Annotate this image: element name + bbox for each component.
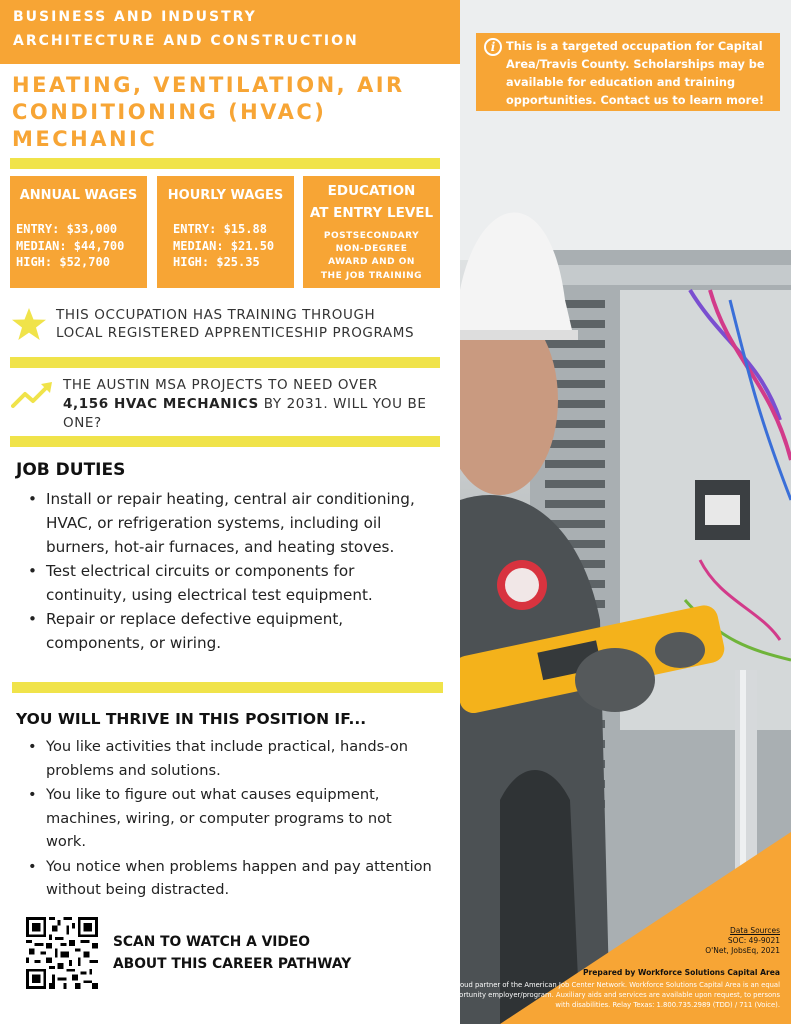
hourly-high: HIGH: $25.35 (173, 255, 260, 269)
data-sources (705, 926, 780, 957)
source-refs: O'Net, JobsEq, 2021 (705, 946, 780, 956)
list-item: • Repair or replace defective equipment, components, or wiring. (26, 607, 436, 655)
projection-highlight: 4,156 HVAC MECHANICS (63, 396, 259, 412)
education-box (303, 176, 440, 288)
list-item: • Test electrical circuits or components for continuity, using electrical test equipment. (26, 559, 436, 607)
annual-entry: ENTRY: $33,000 (16, 222, 118, 236)
qr-caption-line-2: ABOUT THIS CAREER PATHWAY (113, 956, 352, 972)
category-line-2: ARCHITECTURE AND CONSTRUCTION (13, 33, 359, 49)
qr-caption (113, 931, 351, 975)
list-item: • You notice when problems happen and pay attention without being distracted. (26, 855, 436, 902)
divider-bar (10, 357, 440, 368)
header-band (0, 0, 460, 64)
education-heading-2: AT ENTRY LEVEL (309, 205, 434, 221)
footer-corner-shape (460, 0, 791, 1024)
hourly-wages-heading: HOURLY WAGES (167, 188, 284, 203)
projection-line-2: BY 2031. WILL YOU BE (258, 396, 427, 412)
annual-high: HIGH: $52,700 (16, 255, 110, 269)
title-line-3: MECHANIC (12, 127, 158, 151)
title-line-1: HEATING, VENTILATION, AIR (12, 73, 405, 97)
annual-wages-box (10, 176, 147, 288)
star-icon (11, 307, 47, 341)
data-sources-link[interactable]: Data Sources (730, 926, 780, 935)
callout-text: This is a targeted occupation for Capital Area/Travis County. Scholarships may be available for education and training opportunities. Contact us to learn more! (506, 40, 765, 107)
divider-bar (12, 682, 443, 693)
projection-line-1: THE AUSTIN MSA PROJECTS TO NEED OVER (63, 377, 378, 393)
education-line-4: THE JOB TRAINING (320, 270, 423, 281)
annual-wages-heading: ANNUAL WAGES (19, 188, 138, 203)
list-item: • You like activities that include practical, hands-on problems and solutions. (26, 735, 436, 782)
annual-median: MEDIAN: $44,700 (16, 238, 125, 253)
divider-bar (10, 158, 440, 169)
education-line-2: NON-DEGREE (335, 244, 408, 255)
apprenticeship-line-1: THIS OCCUPATION HAS TRAINING THROUGH (56, 307, 376, 323)
thrive-heading: YOU WILL THRIVE IN THIS POSITION IF... (16, 710, 367, 728)
prepared-by: Prepared by Workforce Solutions Capital Area (582, 968, 780, 977)
title-line-2: CONDITIONING (HVAC) (12, 100, 327, 124)
footer-disclaimer: A proud partner of the American Job Center Network. Workforce Solutions Capital Area is an equal opportunity employer/program. Auxiliary aids and services are available upon request, to persons with disabilities. Relay Texas: 1.800.735.2989 (TDD) / 711 (Voice). (446, 981, 780, 1009)
targeted-occupation-callout (476, 33, 780, 111)
qr-code-icon[interactable] (26, 917, 98, 989)
page-title (12, 72, 452, 153)
projection-line-3: ONE? (63, 415, 102, 431)
info-icon: i (484, 38, 502, 56)
trend-up-icon (11, 381, 53, 409)
category-line-1: BUSINESS AND INDUSTRY (13, 9, 257, 25)
job-duties-heading: JOB DUTIES (16, 460, 126, 480)
education-line-1: POSTSECONDARY (323, 231, 420, 241)
soc-code: SOC: 49-9021 (727, 936, 780, 946)
list-item: • You like to figure out what causes equipment, machines, wiring, or computer programs to not work. (26, 783, 436, 854)
education-line-3: AWARD AND ON (328, 257, 415, 268)
hourly-wages-box (157, 176, 294, 288)
divider-bar (10, 436, 440, 447)
hourly-median: MEDIAN: $21.50 (173, 238, 275, 253)
hourly-entry: ENTRY: $15.88 (173, 222, 267, 236)
education-heading-1: EDUCATION (327, 183, 416, 199)
list-item: • Install or repair heating, central air conditioning, HVAC, or refrigeration systems, including oil burners, hot-air furnaces, and heating stoves. (26, 487, 436, 559)
apprenticeship-text (56, 306, 446, 342)
job-duties-list (26, 487, 436, 655)
thrive-list (26, 735, 436, 903)
qr-caption-line-1: SCAN TO WATCH A VIDEO (113, 934, 311, 950)
projection-text (63, 376, 438, 433)
apprenticeship-line-2: LOCAL REGISTERED APPRENTICESHIP PROGRAMS (56, 325, 415, 341)
